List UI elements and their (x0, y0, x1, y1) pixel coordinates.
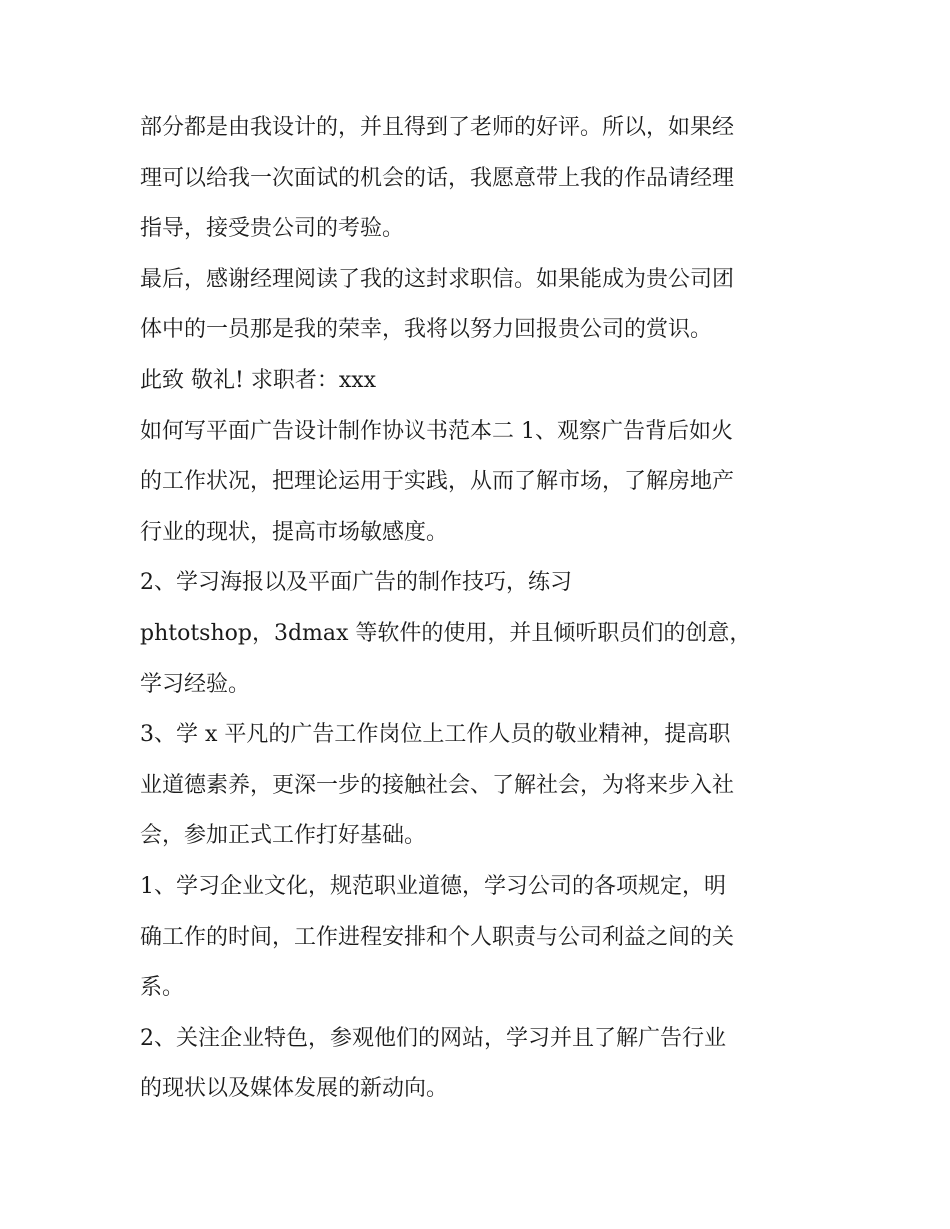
paragraph-section-title (140, 407, 820, 559)
text-line: 学习经验。 (140, 671, 251, 697)
text-line: 行业的现状，提高市场敏感度。 (140, 519, 449, 545)
text-line: phtotshop，3dmax 等软件的使用，并且倾听职员们的创意， (140, 620, 752, 646)
text-line: 体中的一员那是我的荣幸，我将以努力回报贵公司的赏识。 (140, 317, 713, 343)
text-line: 2、关注企业特色，参观他们的网站，学习并且了解广告行业 (140, 1025, 726, 1051)
paragraph-closing-thanks (140, 255, 820, 356)
text-line: 3、学 x 平凡的广告工作岗位上工作人员的敬业精神，提高职 (140, 722, 731, 748)
text-line: 确工作的时间，工作进程安排和个人职责与公司利益之间的关 (140, 924, 735, 950)
paragraph-item-3 (140, 710, 820, 862)
paragraph-portfolio (140, 103, 820, 255)
text-line: 此致 敬礼! 求职者：xxx (140, 367, 377, 393)
text-line: 2、学习海报以及平面广告的制作技巧，练习 (140, 570, 572, 596)
text-line: 1、学习企业文化，规范职业道德，学习公司的各项规定，明 (140, 873, 726, 899)
paragraph-signature (140, 356, 820, 407)
text-line: 业道德素养，更深一步的接触社会、了解社会，为将来步入社 (140, 772, 735, 798)
text-line: 理可以给我一次面试的机会的话，我愿意带上我的作品请经理 (140, 165, 735, 191)
text-line: 指导，接受贵公司的考验。 (140, 216, 405, 242)
text-line: 如何写平面广告设计制作协议书范本二 1、观察广告背后如火 (140, 418, 733, 444)
text-line: 系。 (140, 975, 185, 1001)
text-line: 最后，感谢经理阅读了我的这封求职信。如果能成为贵公司团 (140, 266, 735, 292)
text-line: 的现状以及媒体发展的新动向。 (140, 1076, 449, 1102)
text-line: 会，参加正式工作打好基础。 (140, 823, 427, 849)
paragraph-item-1-culture (140, 862, 820, 1014)
paragraph-item-2 (140, 558, 820, 710)
document-page (140, 103, 820, 1115)
text-line: 部分都是由我设计的，并且得到了老师的好评。所以，如果经 (140, 115, 735, 140)
paragraph-item-2-features (140, 1014, 820, 1115)
text-line: 的工作状况，把理论运用于实践，从而了解市场，了解房地产 (140, 469, 735, 495)
